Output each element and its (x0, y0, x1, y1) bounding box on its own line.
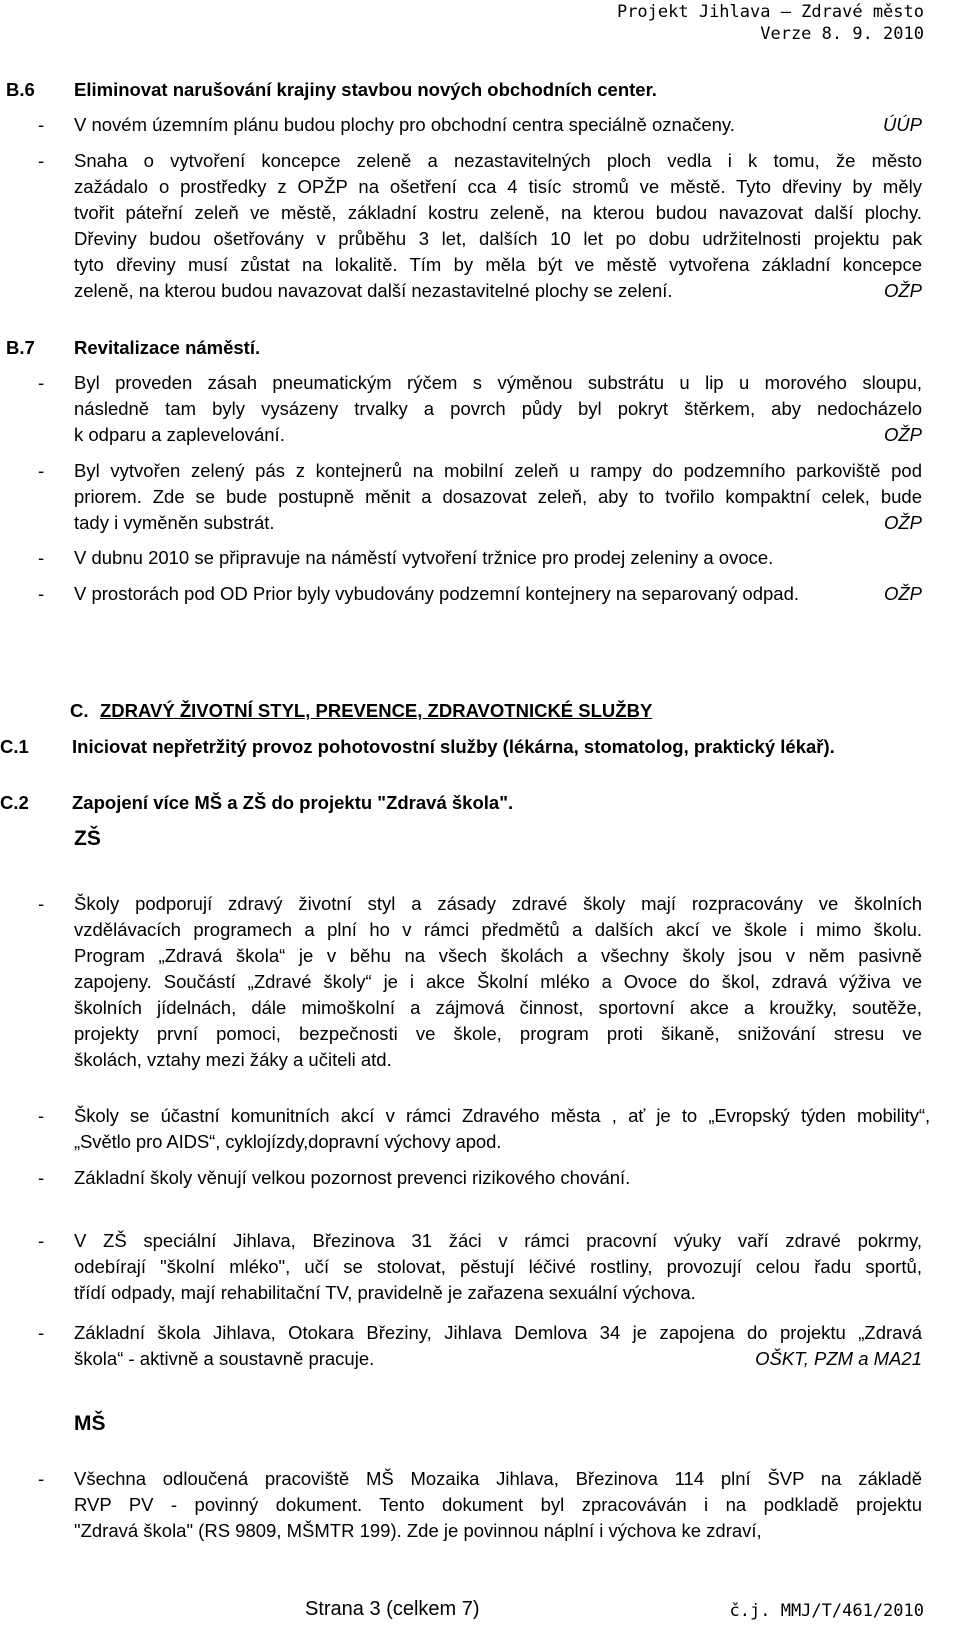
responsible-tag: OŽP (883, 280, 922, 301)
item-line: následně tam byly vysázeny trvalky a povrch půdy byl pokryt štěrkem, aby nedocházelo (74, 398, 922, 419)
section-number-b7: B.7 (6, 337, 35, 358)
section-title-c2: Zapojení více MŠ a ZŠ do projektu "Zdravá škola". (72, 792, 514, 813)
item-line: zažádalo o prostředky z OPŽP na ošetření cca 4 tisíc stromů ve městě. Tyto dřeviny by měly (74, 176, 922, 197)
header-version: Verze 8. 9. 2010 (760, 24, 924, 44)
chapter-letter: C. (70, 700, 89, 721)
subheading-ms: MŠ (74, 1412, 106, 1435)
item-line (74, 422, 922, 448)
item-line: Základní škola Jihlava, Otokara Březiny, Jihlava Demlova 34 je zapojena do projektu „Zdravá (74, 1322, 922, 1343)
item-line: Byl proveden zásah pneumatickým rýčem s výměnou substrátu u lip u morového sloupu, (74, 372, 922, 393)
item-line: odebírají "školní mléko", učí se stolovat, pěstují léčivé rostliny, provozují celou řadu sportů, (74, 1256, 922, 1277)
section-title-b7: Revitalizace náměstí. (74, 337, 261, 358)
section-number-c1: C.1 (0, 736, 29, 757)
bullet-dash: - (38, 460, 45, 481)
list-item (74, 1320, 922, 1372)
item-line (74, 1346, 922, 1372)
item-line: Školy podporují zdravý životní styl a zásady zdravé školy mají rozpracovány ve školních (74, 893, 922, 914)
item-line-text: tady i vyměněn substrát. (74, 512, 275, 533)
bullet-dash: - (38, 1468, 45, 1489)
item-line (74, 278, 922, 304)
item-line: Všechna odloučená pracoviště MŠ Mozaika Jihlava, Březinova 114 plní ŠVP na základě (74, 1468, 922, 1489)
bullet-dash: - (38, 1230, 45, 1251)
item-line: školních jídelnách, dále mimoškolní a zájmová činnost, sportovní akce a kroužky, soutěže, (74, 997, 922, 1018)
item-line: „Světlo pro AIDS“, cyklojízdy,dopravní výchovy apod. (74, 1131, 502, 1152)
bullet-dash: - (38, 1167, 45, 1188)
section-title-b6: Eliminovat narušování krajiny stavbou nových obchodních center. (74, 79, 657, 100)
bullet-dash: - (38, 114, 45, 135)
item-line-text: škola“ - aktivně a soustavně pracuje. (74, 1348, 375, 1369)
bullet-dash: - (38, 1322, 45, 1343)
item-line: Program „Zdravá škola“ je v běhu na všech školách a všechny školy jsou v něm pasivně (74, 945, 922, 966)
item-line: Dřeviny budou ošetřovány v průběhu 3 let, dalších 10 let po dobu udržitelnosti projektu pak (74, 228, 922, 249)
chapter-title: ZDRAVÝ ŽIVOTNÍ STYL, PREVENCE, ZDRAVOTNICKÉ SLUŽBY (100, 700, 653, 721)
bullet-dash: - (38, 893, 45, 914)
item-line: V ZŠ speciální Jihlava, Březinova 31 žáci v rámci pracovní výuky vaří zdravé pokrmy, (74, 1230, 922, 1251)
section-number-c2: C.2 (0, 792, 29, 813)
item-line: V novém územním plánu budou plochy pro obchodní centra speciálně označeny. (74, 114, 735, 135)
list-item (74, 891, 922, 1073)
list-item (74, 1165, 922, 1191)
bullet-dash: - (38, 372, 45, 393)
subheading-zs: ZŠ (74, 827, 101, 850)
list-item (74, 458, 922, 536)
section-title-c1: Iniciovat nepřetržitý provoz pohotovostní služby (lékárna, stomatolog, praktický lékař). (72, 736, 835, 757)
responsible-tag: OŠKT, PZM a MA21 (755, 1348, 922, 1369)
list-item (74, 1103, 930, 1155)
bullet-dash: - (38, 1105, 45, 1126)
item-line-text: k odparu a zaplevelování. (74, 424, 285, 445)
list-item (74, 1466, 922, 1544)
item-line: V prostorách pod OD Prior byly vybudovány podzemní kontejnery na separovaný odpad. (74, 583, 799, 604)
list-item (74, 581, 922, 607)
item-line: školách, vztahy mezi žáky a učiteli atd. (74, 1049, 392, 1070)
responsible-tag: OŽP (883, 583, 922, 604)
item-line: priorem. Zde se bude postupně měnit a dosazovat zeleň, aby to tvořilo kompaktní celek, bude (74, 486, 922, 507)
item-line: třídí odpady, mají rehabilitační TV, pravidelně je zařazena sexuální výchova. (74, 1282, 696, 1303)
list-item (74, 370, 922, 448)
bullet-dash: - (38, 547, 45, 568)
responsible-tag: OŽP (883, 512, 922, 533)
bullet-dash: - (38, 583, 45, 604)
item-line: tvořit páteřní zeleň ve městě, základní kostru zeleně, na kterou budou navazovat další plochy. (74, 202, 922, 223)
responsible-tag: OŽP (883, 424, 922, 445)
section-number-b6: B.6 (6, 79, 35, 100)
list-item (74, 1228, 922, 1306)
item-line-text: zeleně, na kterou budou navazovat další nezastavitelné plochy se zelení. (74, 280, 673, 301)
bullet-dash: - (38, 150, 45, 171)
item-line: zapojeny. Součástí „Zdravé školy“ je i akce Školní mléko a Ovoce do škol, zdravá výživa ve (74, 971, 922, 992)
list-item (74, 112, 922, 138)
footer-reference: č.j. MMJ/T/461/2010 (729, 1601, 924, 1621)
item-line: V dubnu 2010 se připravuje na náměstí vytvoření tržnice pro prodej zeleniny a ovoce. (74, 547, 774, 568)
item-line: Byl vytvořen zelený pás z kontejnerů na mobilní zeleň u rampy do podzemního parkoviště pod (74, 460, 922, 481)
item-line: "Zdravá škola" (RS 9809, MŠMTR 199). Zde je povinnou náplní i výchova ke zdraví, (74, 1520, 762, 1541)
list-item (74, 148, 922, 304)
item-line: RVP PV - povinný dokument. Tento dokument byl zpracováván i na podkladě projektu (74, 1494, 922, 1515)
item-line: Školy se účastní komunitních akcí v rámci Zdravého města , ať je to „Evropský týden mobility“, (74, 1105, 930, 1126)
item-line: Snaha o vytvoření koncepce zeleně a nezastavitelných ploch vedla i k tomu, že město (74, 150, 922, 171)
item-line: vzdělávacích programech a plní ho v rámci předmětů a dalších akcí ve škole i mimo školu. (74, 919, 922, 940)
item-line: Základní školy věnují velkou pozornost prevenci rizikového chování. (74, 1167, 631, 1188)
item-line (74, 510, 922, 536)
item-line: projekty první pomoci, bezpečnosti ve škole, program proti šikaně, snižování stresu ve (74, 1023, 922, 1044)
footer-page-number: Strana 3 (celkem 7) (305, 1598, 480, 1620)
item-line: tyto dřeviny musí zůstat na lokalitě. Tím by měla být ve městě vytvořena základní koncepce (74, 254, 922, 275)
list-item (74, 545, 922, 571)
header-project: Projekt Jihlava – Zdravé město (616, 2, 924, 22)
responsible-tag: ÚÚP (882, 114, 922, 135)
